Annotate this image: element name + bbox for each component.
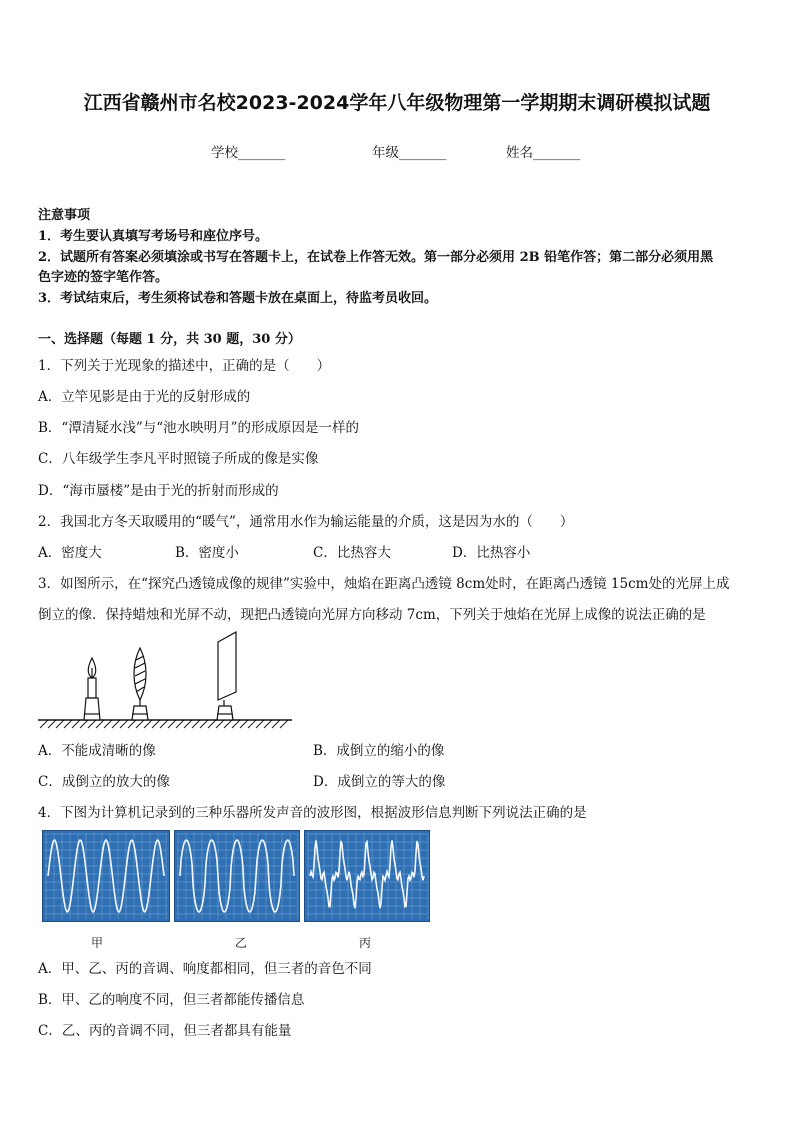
convex-lens-icon [132,648,148,720]
q1-option-c: C．八年级学生李凡平时照镜子所成的像是实像 [38,451,319,467]
q2-option-d: D．比热容小 [452,545,531,561]
q3-option-a: A．不能成清晰的像 [38,743,156,759]
school-field: 学校_______ [211,145,286,161]
panel-label-jia: 甲 [91,936,104,950]
q4-option-b: B．甲、乙的响度不同，但三者都能传播信息 [38,992,305,1008]
q2-stem: 2．我国北方冬天取暖用的“暖气”，通常用水作为输运能量的介质，这是因为水的（ ） [38,514,574,530]
light-screen-icon [217,632,236,720]
q3-stem-line2: 倒立的像．保持蜡烛和光屏不动，现把凸透镜向光屏方向移动 7cm，下列关于烛焰在光屏上成像的说法正确的是 [38,607,706,623]
q3-option-c: C．成倒立的放大的像 [38,774,170,790]
q3-option-d: D．成倒立的等大的像 [313,774,446,790]
section-heading: 一、选择题（每题 1 分，共 30 题，30 分） [38,332,301,347]
q3-option-b: B．成倒立的缩小的像 [313,743,445,759]
grade-field: 年级_______ [372,145,447,161]
waveform-panel-yi [174,830,300,922]
q1-option-a: A．立竿见影是由于光的反射形成的 [38,389,251,405]
page-title: 江西省赣州市名校2023-2024学年八年级物理第一学期期末调研模拟试题 [83,92,711,114]
q1-option-d: D．“海市蜃楼”是由于光的折射而形成的 [38,483,279,499]
q2-option-a: A．密度大 [38,545,102,561]
notice-item-3: 3．考试结束后，考生须将试卷和答题卡放在桌面上，待监考员收回。 [38,291,438,306]
q3-stem-line1: 3．如图所示，在“探究凸透镜成像的规律”实验中，烛焰在距离凸透镜 8cm处时，在距离凸透镜 15cm处的光屏上成 [38,576,730,592]
waveform-panel-jia [42,830,170,922]
notice-item-1: 1．考生要认真填写考场号和座位序号。 [38,229,269,244]
q1-option-b: B．“潭清疑水浅”与“池水映明月”的形成原因是一样的 [38,420,360,436]
q4-stem: 4．下图为计算机记录到的三种乐器所发声音的波形图，根据波形信息判断下列说法正确的是 [38,805,587,821]
candle-icon [84,658,100,720]
q4-option-a: A．甲、乙、丙的音调、响度都相同，但三者的音色不同 [38,961,372,977]
panel-label-bing: 丙 [359,936,372,950]
waveform-panel-bing [304,830,430,922]
q1-stem: 1．下列关于光现象的描述中，正确的是（ ） [38,358,331,374]
panel-label-yi: 乙 [235,936,248,950]
q4-option-c: C．乙、丙的音调不同，但三者都具有能量 [38,1023,292,1039]
notice-heading: 注意事项 [38,208,91,223]
notice-item-2-cont: 色字迹的签字笔作答。 [38,270,169,285]
name-field: 姓名_______ [506,145,581,161]
q2-option-b: B．密度小 [175,545,239,561]
lens-experiment-figure [36,630,298,734]
notice-item-2: 2．试题所有答案必须填涂或书写在答题卡上，在试卷上作答无效。第一部分必须用 2B 铅笔作答；第二部分必须用黑 [38,250,714,265]
q2-option-c: C．比热容大 [313,545,391,561]
